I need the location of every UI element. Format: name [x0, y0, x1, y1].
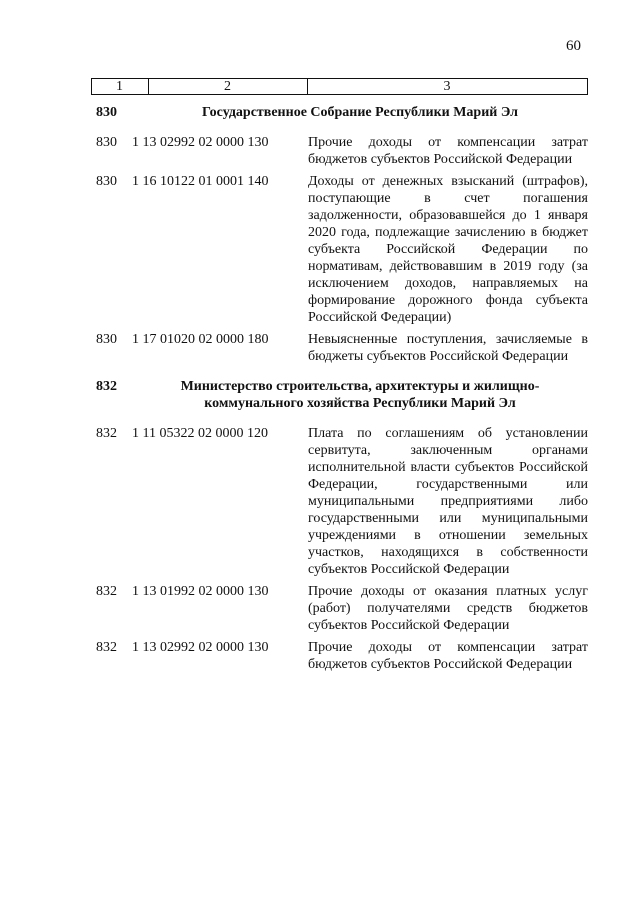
table-header-bottom-border	[91, 94, 588, 95]
section-code: 830	[96, 105, 117, 120]
admin-code: 832	[96, 584, 117, 599]
revenue-code: 1 13 02992 02 0000 130	[132, 135, 269, 150]
revenue-name: Прочие доходы от оказания платных услуг (работ) получателями средств бюджетов субъектов Российской Федерации	[308, 584, 588, 633]
revenue-code: 1 13 01992 02 0000 130	[132, 584, 269, 599]
table-row	[0, 134, 639, 168]
revenue-name: Плата по соглашениям об установлении сервитута, заключенным органами исполнительной власти субъектов Российской Федерации, государственными или муниципальными предприятиями либо государственными или муниципальными учреждениями в отношении земельных участков, находящихся в собственности субъектов Российской Федерации	[308, 426, 588, 577]
table-row	[0, 173, 639, 326]
admin-code: 830	[96, 174, 117, 189]
table-header-col-1: 1	[116, 79, 123, 94]
revenue-name: Невыясненные поступления, зачисляемые в бюджеты субъектов Российской Федерации	[308, 332, 588, 364]
page-number: 60	[566, 38, 581, 54]
table-row	[0, 425, 639, 578]
revenue-code: 1 13 02992 02 0000 130	[132, 640, 269, 655]
section-code: 832	[96, 379, 117, 394]
table-row	[0, 639, 639, 673]
revenue-code: 1 11 05322 02 0000 120	[132, 426, 268, 441]
document-body	[0, 98, 639, 673]
admin-code: 830	[96, 332, 117, 347]
admin-code: 832	[96, 426, 117, 441]
revenue-code: 1 17 01020 02 0000 180	[132, 332, 269, 347]
admin-code: 832	[96, 640, 117, 655]
admin-code: 830	[96, 135, 117, 150]
revenue-code: 1 16 10122 01 0001 140	[132, 174, 269, 189]
table-row	[0, 331, 639, 365]
table-header-col-3: 3	[443, 79, 451, 94]
revenue-name: Прочие доходы от компенсации затрат бюджетов субъектов Российской Федерации	[308, 640, 588, 672]
revenue-name: Доходы от денежных взысканий (штрафов), поступающие в счет погашения задолженности, образовавшейся до 1 января 2020 года, подлежащие зачислению в бюджет субъекта Российской Федерации по нормативам, действовавшим в 2019 году (за исключением доходов, направляемых на формирование дорожного фонда субъекта Российской Федерации)	[308, 174, 588, 325]
section-heading	[0, 378, 639, 412]
table-header-col-2: 2	[224, 79, 231, 94]
revenue-name: Прочие доходы от компенсации затрат бюджетов субъектов Российской Федерации	[308, 135, 588, 167]
section-heading	[0, 104, 639, 121]
table-row	[0, 583, 639, 634]
table-header-divider	[587, 78, 588, 94]
section-title: Государственное Собрание Республики Марий Эл	[202, 105, 518, 120]
section-title: Министерство строительства, архитектуры и жилищно-коммунального хозяйства Республики Марий Эл	[180, 379, 540, 411]
table-header	[91, 78, 588, 94]
